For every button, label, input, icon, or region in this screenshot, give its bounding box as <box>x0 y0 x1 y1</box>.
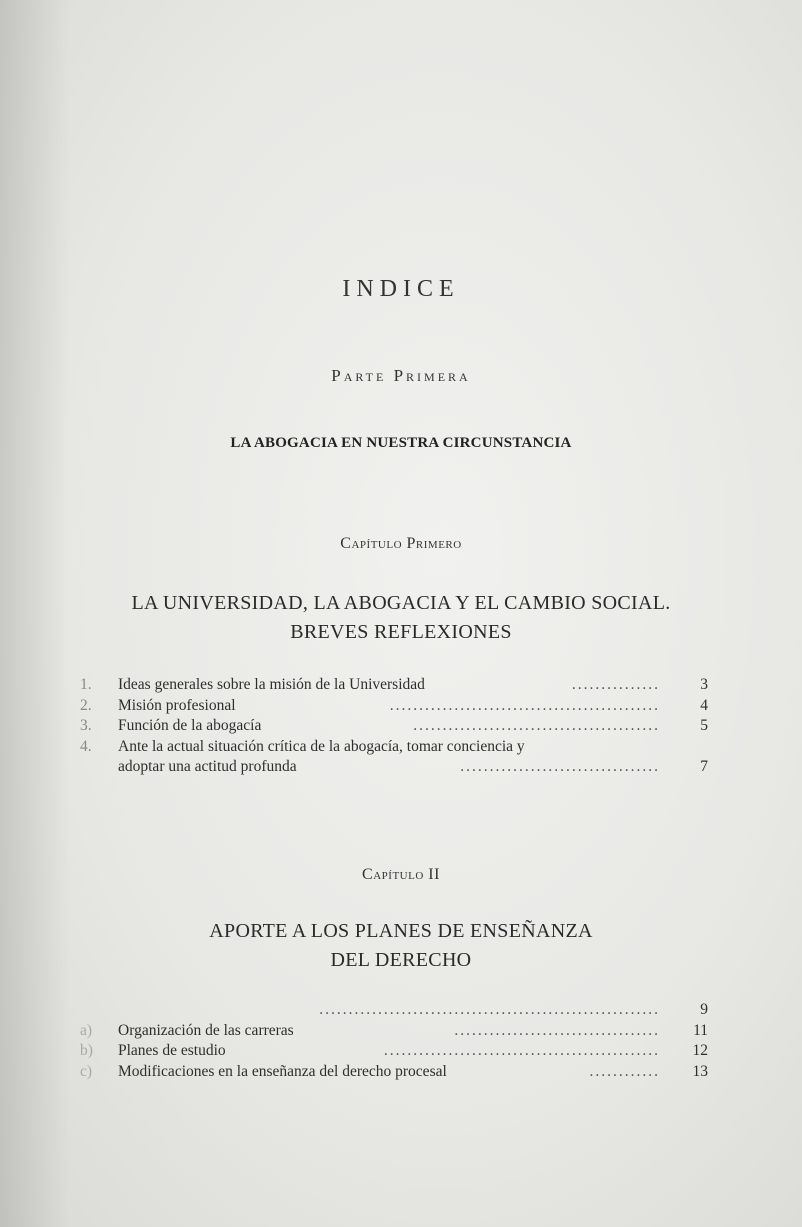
toc-entry-text-continued: adoptar una actitud profunda <box>118 758 297 775</box>
toc-leader-dots: .......................................................... <box>319 1001 660 1018</box>
chapter-2-label: Capítulo II <box>362 866 440 883</box>
toc-leader-dots: ............ <box>589 1062 660 1080</box>
toc-leader-dots: .......................................... <box>413 717 660 734</box>
toc-entry <box>80 737 712 778</box>
toc-entry <box>80 1062 712 1083</box>
toc-page-number: 7 <box>700 758 708 775</box>
toc-leader-dots: .............................................. <box>389 696 660 714</box>
toc-entry-text: Ante la actual situación crítica de la abogacía, tomar conciencia y <box>118 737 525 755</box>
part-subtitle: LA ABOGACIA EN NUESTRA CIRCUNSTANCIA <box>230 435 572 451</box>
toc-entry-text: Organización de las carreras <box>118 1021 294 1039</box>
chapter-2-title-line-1: APORTE A LOS PLANES DE ENSEÑANZA <box>209 920 593 942</box>
toc-page-number: 9 <box>700 1001 708 1018</box>
chapter-1-title <box>0 589 802 647</box>
toc-entry-number: a) <box>80 1021 93 1039</box>
toc-entry-number: 3. <box>80 717 92 734</box>
toc-page-number: 5 <box>700 717 708 734</box>
toc-entry-text: Modificaciones en la enseñanza del derecho procesal <box>118 1062 447 1080</box>
toc-entry-number: 1. <box>80 676 92 693</box>
toc-entry-text: Ideas generales sobre la misión de la Universidad <box>118 676 425 693</box>
toc-entry <box>80 696 712 717</box>
toc-entry <box>80 1000 712 1021</box>
chapter-1-label: Capítulo Primero <box>340 535 462 552</box>
toc-entry-number: 2. <box>80 696 92 714</box>
toc-entry <box>80 716 712 737</box>
toc-entry-text: Función de la abogacía <box>118 717 262 734</box>
toc-leader-dots: ............... <box>571 676 660 693</box>
toc-leader-dots: .................................. <box>460 758 660 775</box>
chapter-2-title-line-2: DEL DERECHO <box>330 949 472 971</box>
toc-page-number: 3 <box>700 676 708 693</box>
index-title: INDICE <box>342 276 460 302</box>
part-title: Parte Primera <box>331 366 471 385</box>
toc-entry <box>80 675 712 696</box>
toc-entry-number: c) <box>80 1062 93 1080</box>
toc-entry-text: Misión profesional <box>118 696 236 714</box>
toc-leader-dots: ............................................... <box>383 1042 660 1059</box>
toc-page-number: 4 <box>700 696 708 714</box>
toc-entry <box>80 1041 712 1062</box>
chapter-2-toc <box>80 1000 712 1082</box>
chapter-1-title-line-1: LA UNIVERSIDAD, LA ABOGACIA Y EL CAMBIO SOCIAL. <box>131 592 671 614</box>
toc-page-number: 12 <box>692 1042 708 1059</box>
toc-page-number: 11 <box>693 1021 708 1039</box>
toc-entry-number: 4. <box>80 737 92 755</box>
toc-entry <box>80 1021 712 1042</box>
chapter-1-toc <box>80 675 712 778</box>
toc-entry-number: b) <box>80 1042 93 1059</box>
toc-leader-dots: ................................... <box>454 1021 660 1039</box>
toc-page-number: 13 <box>692 1062 708 1080</box>
chapter-2-title <box>0 917 802 975</box>
toc-entry-text: Planes de estudio <box>118 1042 226 1059</box>
chapter-1-title-line-2: BREVES REFLEXIONES <box>290 621 512 643</box>
